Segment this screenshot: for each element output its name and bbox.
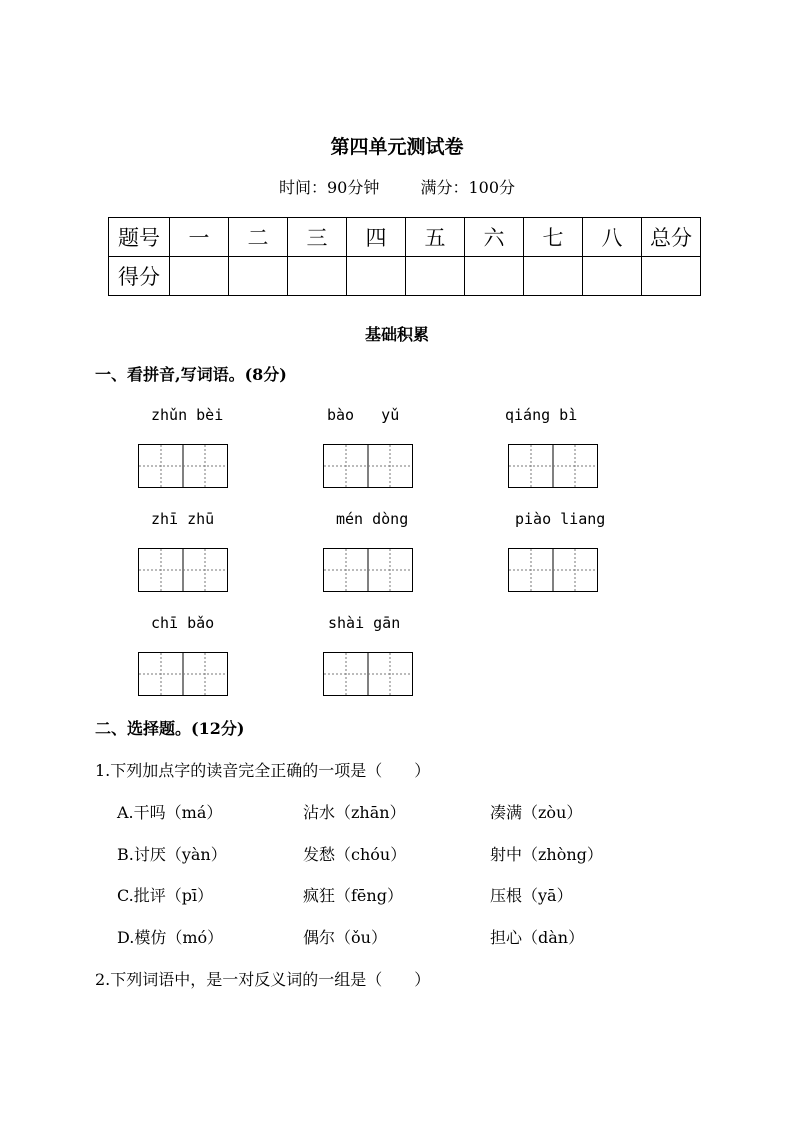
option-text: 偶尔（ǒu）: [303, 928, 387, 947]
option-b[interactable]: B.讨厌（yàn）: [117, 845, 227, 864]
writing-grid[interactable]: [323, 548, 413, 592]
writing-grid[interactable]: [138, 548, 228, 592]
cell-header: 四: [347, 218, 406, 257]
cell-header: 五: [406, 218, 465, 257]
option-text: 疯狂（fēng）: [303, 886, 403, 905]
score-cell[interactable]: [170, 257, 229, 296]
score-cell[interactable]: [406, 257, 465, 296]
part1-title: 一、看拼音,写词语。(8分): [95, 365, 287, 384]
writing-grid[interactable]: [323, 444, 413, 488]
page-title: 第四单元测试卷: [330, 136, 464, 158]
cell-label: 得分: [109, 257, 170, 296]
option-text: 压根（yā）: [490, 886, 573, 905]
question-2: 2.下列词语中，是一对反义词的一组是（ ）: [95, 970, 431, 989]
writing-grid[interactable]: [138, 444, 228, 488]
option-text: 担心（dàn）: [490, 928, 585, 947]
cell-header: 八: [583, 218, 642, 257]
pinyin-label: bào yǔ: [327, 406, 400, 424]
score-table: [108, 217, 701, 296]
cell-header: 六: [465, 218, 524, 257]
option-text: 射中（zhòng）: [490, 845, 603, 864]
part2-title: 二、选择题。(12分): [95, 719, 245, 738]
cell-header: 二: [229, 218, 288, 257]
writing-grid[interactable]: [508, 444, 598, 488]
pinyin-label: qiáng bì: [505, 406, 578, 424]
score-cell[interactable]: [524, 257, 583, 296]
cell-header: 总分: [642, 218, 701, 257]
writing-grid[interactable]: [138, 652, 228, 696]
question-1: 1.下列加点字的读音完全正确的一项是（ ）: [95, 761, 431, 780]
exam-info: [0, 175, 794, 198]
cell-header: 七: [524, 218, 583, 257]
pinyin-label: shài gān: [328, 614, 401, 632]
score-table-header-row: [109, 218, 701, 257]
cell-label: 题号: [109, 218, 170, 257]
option-text: 沾水（zhān）: [303, 803, 406, 822]
pinyin-label: chī bǎo: [151, 614, 215, 632]
pinyin-label: piào liang: [515, 510, 606, 528]
writing-grid[interactable]: [508, 548, 598, 592]
option-d[interactable]: D.模仿（mó）: [117, 928, 224, 947]
score-cell[interactable]: [642, 257, 701, 296]
cell-header: 一: [170, 218, 229, 257]
option-c[interactable]: C.批评（pī）: [117, 886, 214, 905]
pinyin-label: zhǔn bèi: [151, 406, 224, 424]
exam-time: 时间：90分钟: [278, 178, 380, 197]
score-cell[interactable]: [583, 257, 642, 296]
pinyin-label: mén dòng: [336, 510, 409, 528]
score-cell[interactable]: [288, 257, 347, 296]
score-cell[interactable]: [347, 257, 406, 296]
option-a[interactable]: A.干吗（má）: [117, 803, 223, 822]
section-heading: 基础积累: [364, 325, 429, 344]
pinyin-label: zhī zhū: [151, 510, 215, 528]
score-table-score-row: [109, 257, 701, 296]
cell-header: 三: [288, 218, 347, 257]
option-text: 凑满（zòu）: [490, 803, 583, 822]
score-cell[interactable]: [229, 257, 288, 296]
option-text: 发愁（chóu）: [303, 845, 407, 864]
score-cell[interactable]: [465, 257, 524, 296]
writing-grid[interactable]: [323, 652, 413, 696]
exam-full-score: 满分：100分: [420, 178, 515, 197]
